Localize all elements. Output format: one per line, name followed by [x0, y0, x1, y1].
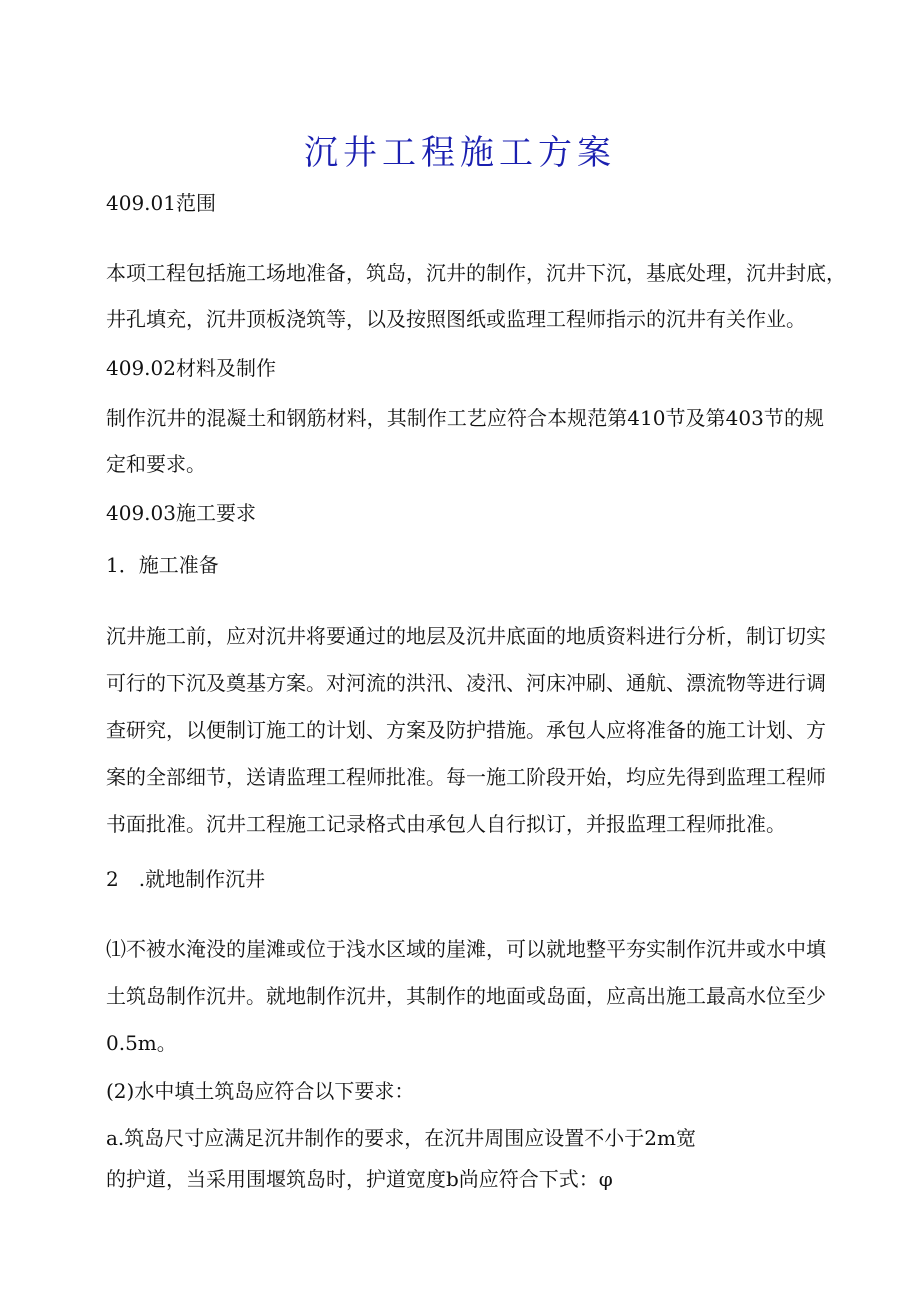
section-heading-409-01: 409.01范围	[106, 191, 216, 215]
paragraph-line: 案的全部细节，送请监理工程师批准。每一施工阶段开始，均应先得到监理工程师	[106, 765, 826, 789]
paragraph-line: 制作沉井的混凝土和钢筋材料，其制作工艺应符合本规范第410节及第403节的规	[106, 406, 824, 430]
subsection-heading-2: 2 .就地制作沉井	[106, 867, 266, 891]
document-title: 沉井工程施工方案	[304, 133, 616, 173]
paragraph-line: 井孔填充，沉井顶板浇筑等，以及按照图纸或监理工程师指示的沉井有关作业。	[106, 307, 806, 331]
paragraph-line: 定和要求。	[106, 452, 206, 476]
paragraph-line: 0.5m。	[106, 1031, 177, 1055]
paragraph-line: 沉井施工前，应对沉井将要通过的地层及沉井底面的地质资料进行分析，制订切实	[106, 624, 826, 648]
paragraph-line: 查研究，以便制订施工的计划、方案及防护措施。承包人应将准备的施工计划、方	[106, 718, 826, 742]
paragraph-line: 书面批准。沉井工程施工记录格式由承包人自行拟订，并报监理工程师批准。	[106, 812, 786, 836]
list-item-2: (2)水中填土筑岛应符合以下要求：	[106, 1079, 415, 1103]
section-heading-409-03: 409.03施工要求	[106, 501, 256, 525]
subsection-heading-1: 1．施工准备	[106, 553, 219, 577]
paragraph-line: 的护道，当采用围堰筑岛时，护道宽度b尚应符合下式：φ	[106, 1167, 613, 1191]
paragraph-line: ⑴不被水淹没的崖滩或位于浅水区域的崖滩，可以就地整平夯实制作沉井或水中填	[106, 937, 826, 961]
section-heading-409-02: 409.02材料及制作	[106, 356, 276, 380]
paragraph-line: a.筑岛尺寸应满足沉井制作的要求，在沉井周围应设置不小于2m宽	[106, 1126, 696, 1150]
paragraph-line: 可行的下沉及奠基方案。对河流的洪汛、凌汛、河床冲刷、通航、漂流物等进行调	[106, 671, 826, 695]
paragraph-line: 本项工程包括施工场地准备，筑岛，沉井的制作，沉井下沉，基底处理，沉井封底，	[106, 261, 846, 285]
paragraph-line: 土筑岛制作沉井。就地制作沉井，其制作的地面或岛面，应高出施工最高水位至少	[106, 984, 826, 1008]
